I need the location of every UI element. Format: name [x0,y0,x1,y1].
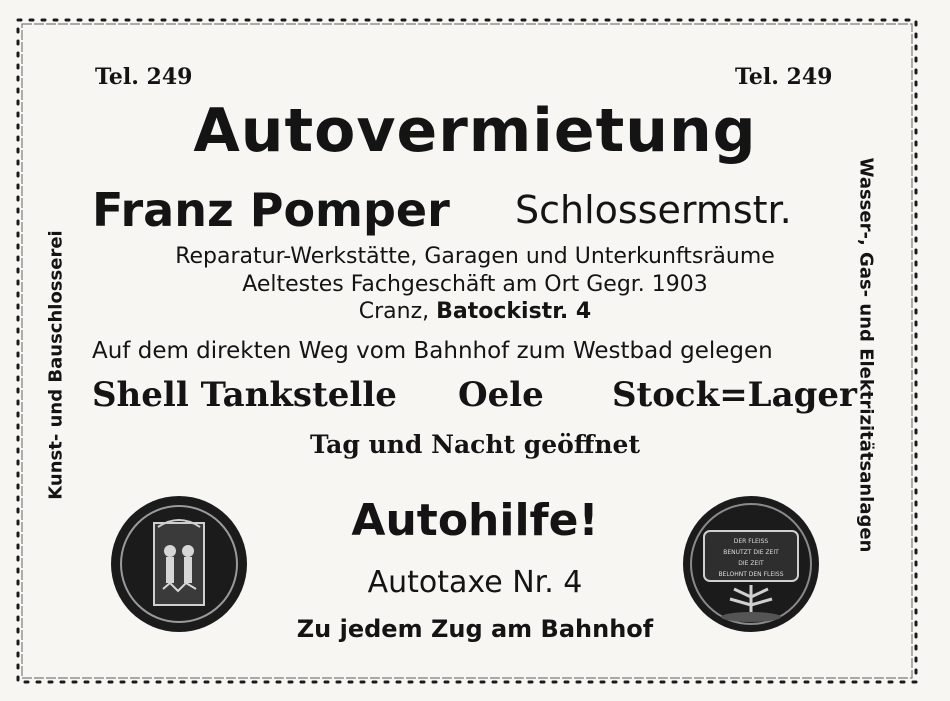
page-title: Autovermietung [193,96,757,166]
owner-trade: Schlossermstr. [515,188,792,232]
medal-figures-icon [108,493,250,635]
services-line: Reparatur-Werkstätte, Garagen und Unterkunftsräume [175,244,775,269]
established-line: Aeltestes Fachgeschäft am Ort Gegr. 1903 [242,272,708,297]
train-service: Zu jedem Zug am Bahnhof [296,615,654,643]
directions-line: Auf dem direkten Weg vom Bahnhof zum Westbad gelegen [92,338,773,364]
phone-left: Tel. 249 [95,64,193,90]
taxi-number: Autotaxe Nr. 4 [367,565,583,600]
opening-hours: Tag und Nacht geöffnet [309,430,641,459]
offer-stock: Stock=Lager [612,375,857,415]
owner-name: Franz Pomper [92,183,450,237]
address-line [0,299,950,324]
medal-tree-icon [680,493,822,635]
medal-inscription-2: BENUTZT DIE ZEIT [723,549,779,556]
phone-right: Tel. 249 [735,64,833,90]
address-town: Cranz, [358,299,430,324]
roadside-help: Autohilfe! [351,495,599,546]
medal-inscription-3: DIE ZEIT [738,560,764,567]
address-street: Batockistr. 4 [436,299,592,324]
medal-inscription-4: BELOHNT DEN FLEISS [718,571,784,578]
side-text-right: Wasser-, Gas- und Elektrizitätsanlagen [855,157,877,553]
medal-inscription-1: DER FLEISS [733,538,769,545]
offer-shell-station: Shell Tankstelle [92,375,397,415]
side-text-left: Kunst- und Bauschlosserei [45,230,67,500]
offer-oil: Oele [458,375,544,415]
